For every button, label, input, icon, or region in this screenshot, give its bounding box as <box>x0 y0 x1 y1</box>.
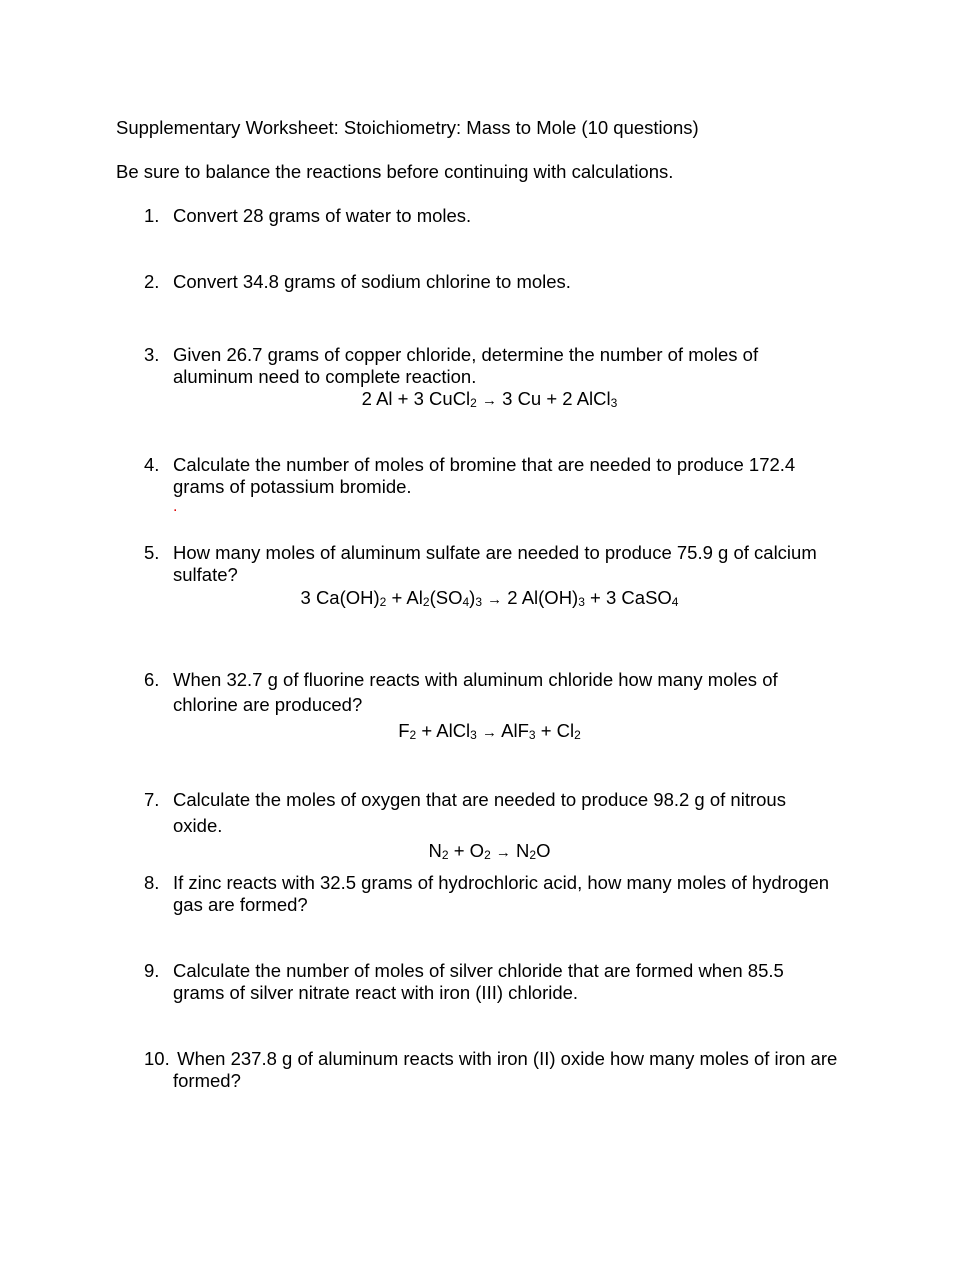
question-text: Calculate the number of moles of bromine that are needed to produce 172.4 <box>173 454 796 475</box>
chemical-equation: 2 Al + 3 CuCl$_2$ → 3 Cu + 2 AlCl$_3$ <box>361 388 618 410</box>
question-number: 6. <box>144 669 160 690</box>
question-text: grams of potassium bromide. <box>173 476 412 497</box>
question-text: When 32.7 g of fluorine reacts with aluminum chloride how many moles of <box>173 669 778 690</box>
instructions: Be sure to balance the reactions before continuing with calculations. <box>116 161 674 182</box>
question-text: aluminum need to complete reaction. <box>173 366 477 387</box>
worksheet-title: Supplementary Worksheet: Stoichiometry: Mass to Mole (10 questions) <box>116 117 699 138</box>
question-number: 10. <box>144 1048 170 1069</box>
question-number: 4. <box>144 454 160 475</box>
question-text: If zinc reacts with 32.5 grams of hydrochloric acid, how many moles of hydrogen <box>173 872 830 893</box>
question-text: Convert 34.8 grams of sodium chlorine to moles. <box>173 271 571 292</box>
question-number: 5. <box>144 542 160 563</box>
chemical-equation: 3 $Ca(OH)_2 + Al_2(SO_4)_3 \to 2$ $Al(OH)_3 + 3$ CaSO$_4$ <box>300 587 679 609</box>
chemical-equation: $F_2$ + AlCl$_3$ → $AlF_3 + Cl_2$ <box>398 720 581 742</box>
question-number: 3. <box>144 344 160 365</box>
question-number: 7. <box>144 789 160 810</box>
question-text: chlorine are produced? <box>173 694 363 715</box>
question-text: grams of silver nitrate react with iron (III) chloride. <box>173 982 579 1003</box>
question-number: 9. <box>144 960 160 981</box>
question-text: Convert 28 grams of water to moles. <box>173 205 472 226</box>
question-text: Given 26.7 grams of copper chloride, determine the number of moles of <box>173 344 759 365</box>
question-number: 1. <box>144 205 160 226</box>
chemical-equation: $N_2 + O_2 \to N_2O$ <box>428 840 551 862</box>
question-text: gas are formed? <box>173 894 308 915</box>
question-text: When 237.8 g of aluminum reacts with iron (II) oxide how many moles of iron are <box>172 1048 838 1069</box>
question-text: Calculate the moles of oxygen that are needed to produce 98.2 g of nitrous <box>173 789 786 810</box>
question-text: Calculate the number of moles of silver chloride that are formed when 85.5 <box>173 960 784 981</box>
question-text: oxide. <box>173 815 223 836</box>
question-text: How many moles of aluminum sulfate are needed to produce 75.9 g of calcium <box>173 542 817 563</box>
red-mark: . <box>173 498 178 515</box>
question-number: 8. <box>144 872 160 893</box>
question-text: sulfate? <box>173 564 238 585</box>
question-number: 2. <box>144 271 160 292</box>
question-text: formed? <box>173 1070 241 1091</box>
